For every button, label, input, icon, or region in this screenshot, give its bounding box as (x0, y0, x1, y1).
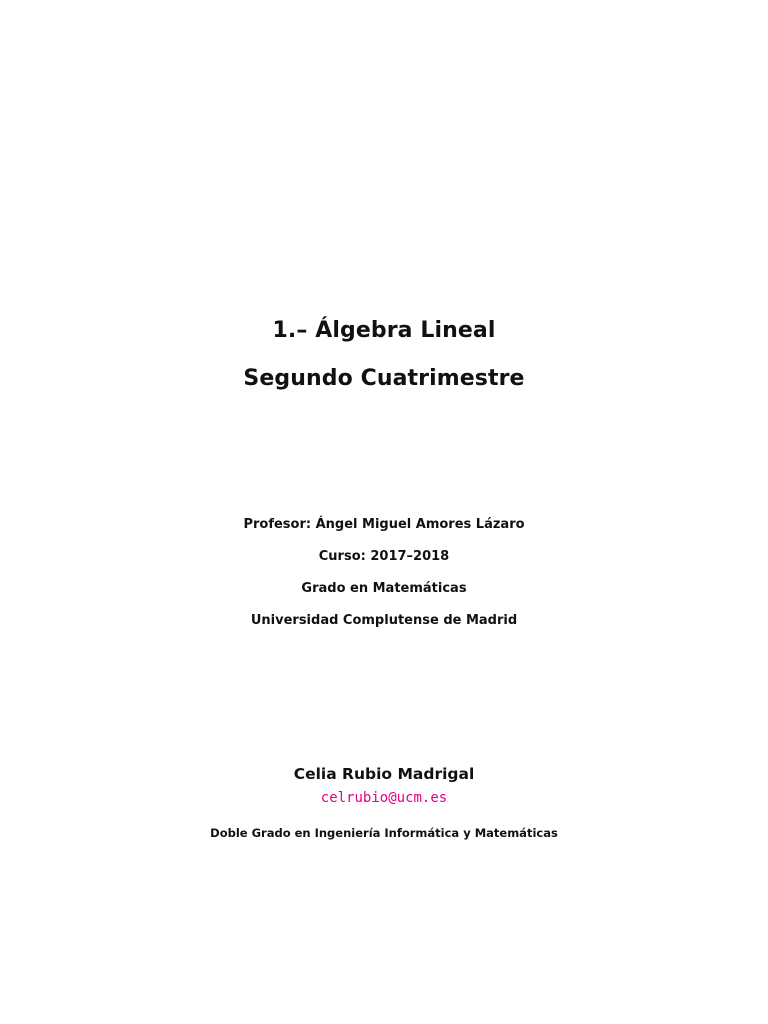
course-line: Curso: 2017–2018 (318, 549, 450, 564)
author-name: Celia Rubio Madrigal (293, 765, 475, 783)
author-email-link[interactable]: celrubio@ucm.es (320, 790, 448, 806)
author-degree: Doble Grado en Ingeniería Informática y Matemáticas (210, 826, 558, 840)
professor-line: Profesor: Ángel Miguel Amores Lázaro (243, 517, 525, 532)
degree-program-line: Grado en Matemáticas (301, 581, 467, 596)
university-line: Universidad Complutense de Madrid (250, 613, 518, 628)
document-title: 1.– Álgebra Lineal (272, 318, 496, 343)
document-subtitle: Segundo Cuatrimestre (243, 366, 525, 391)
